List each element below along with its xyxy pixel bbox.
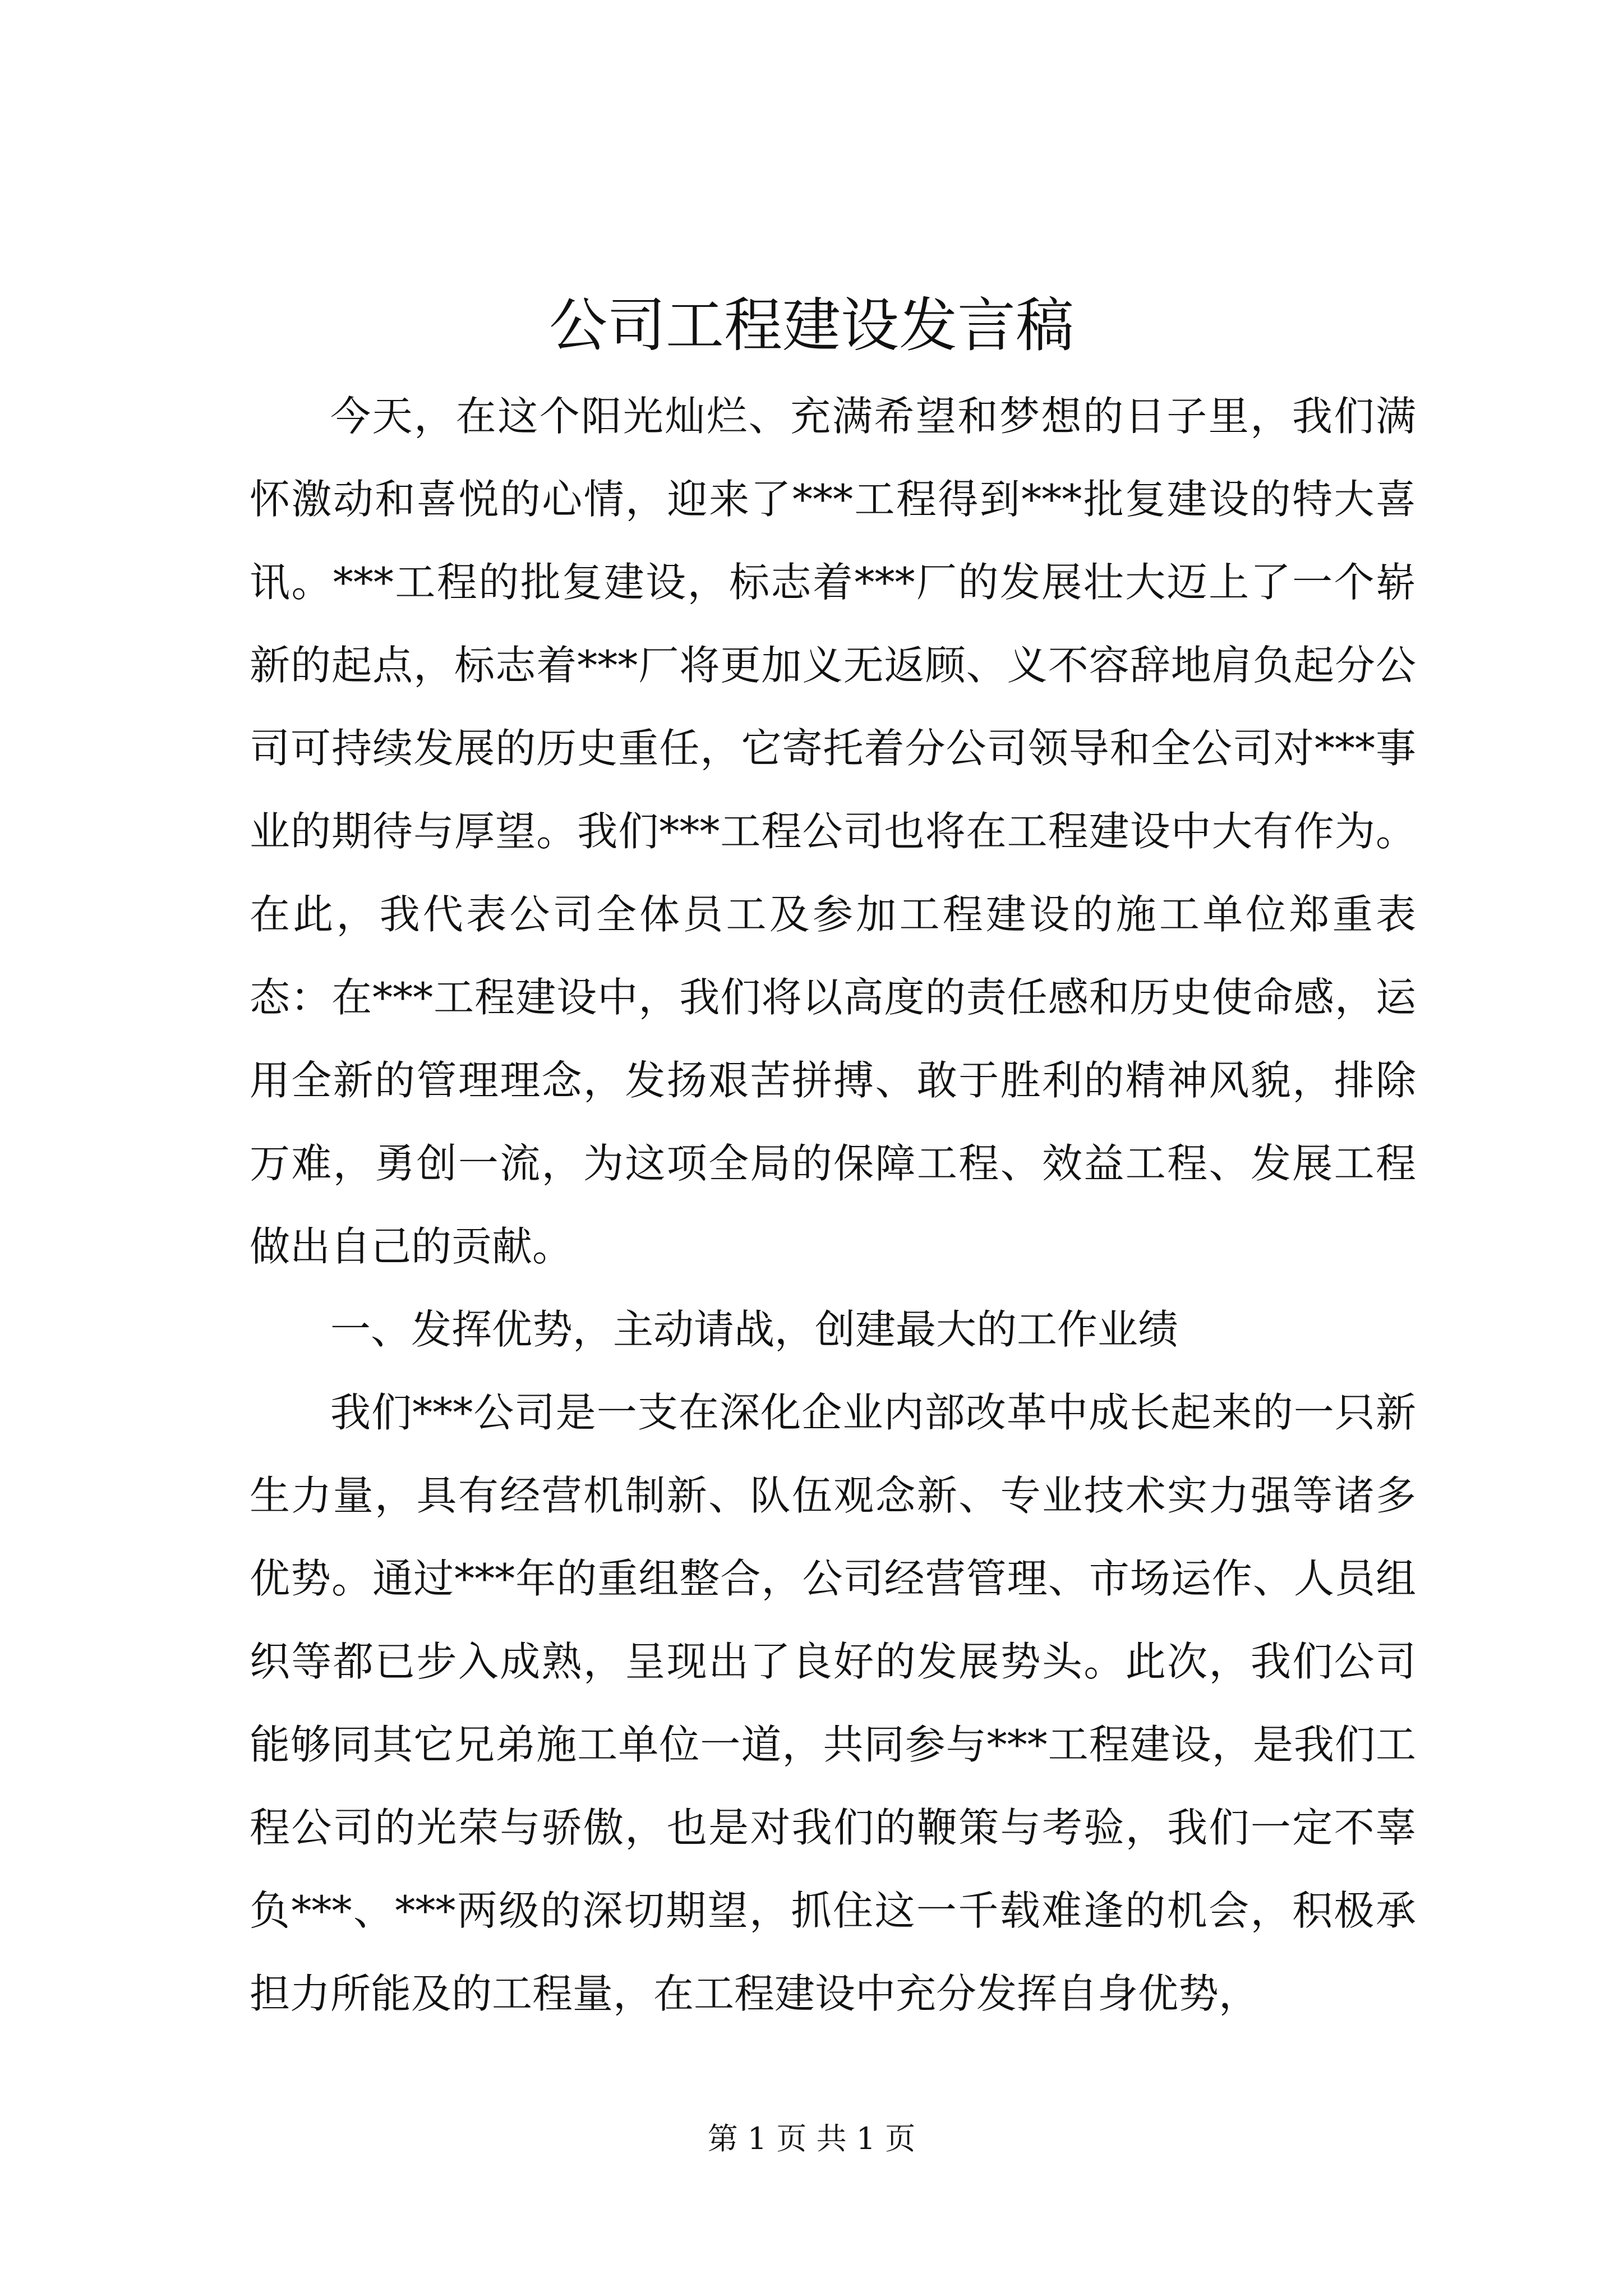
section-heading-1: 一、发挥优势，主动请战，创建最大的工作业绩 [330,1306,1179,1353]
page-footer: 第 1 页 共 1 页 [707,2121,916,2156]
document-body [250,375,1416,2035]
paragraph-section-1: 我们***公司是一支在深化企业内部改革中成长起来的一只新生力量，具有经营机制新、队伍观念新、专业技术实力强等诸多优势。通过***年的重组整合，公司经营管理、市场运作、人员组织等都已步入成熟，呈现出了良好的发展势头。此次，我们公司能够同其它兄弟施工单位一道，共同参与***工程建设，是我们工程公司的光荣与骄傲，也是对我们的鞭策与考验，我们一定不辜负***、***两级的深切期望，抓住这一千载难逢的机会，积极承担力所能及的工程量，在工程建设中充分发挥自身优势， [250,1389,1416,2017]
paragraph-intro: 今天，在这个阳光灿烂、充满希望和梦想的日子里，我们满怀激动和喜悦的心情，迎来了***工程得到***批复建设的特大喜讯。***工程的批复建设，标志着***厂的发展壮大迈上了一个崭新的起点，标志着***厂将更加义无返顾、义不容辞地肩负起分公司可持续发展的历史重任，它寄托着分公司领导和全公司对***事业的期待与厚望。我们***工程公司也将在工程建设中大有作为。在此，我代表公司全体员工及参加工程建设的施工单位郑重表态：在***工程建设中，我们将以高度的责任感和历史使命感，运用全新的管理理念，发扬艰苦拼搏、敢于胜利的精神风貌，排除万难，勇创一流，为这项全局的保障工程、效益工程、发展工程做出自己的贡献。 [250,393,1416,1270]
document-title: 公司工程建设发言稿 [548,291,1074,360]
